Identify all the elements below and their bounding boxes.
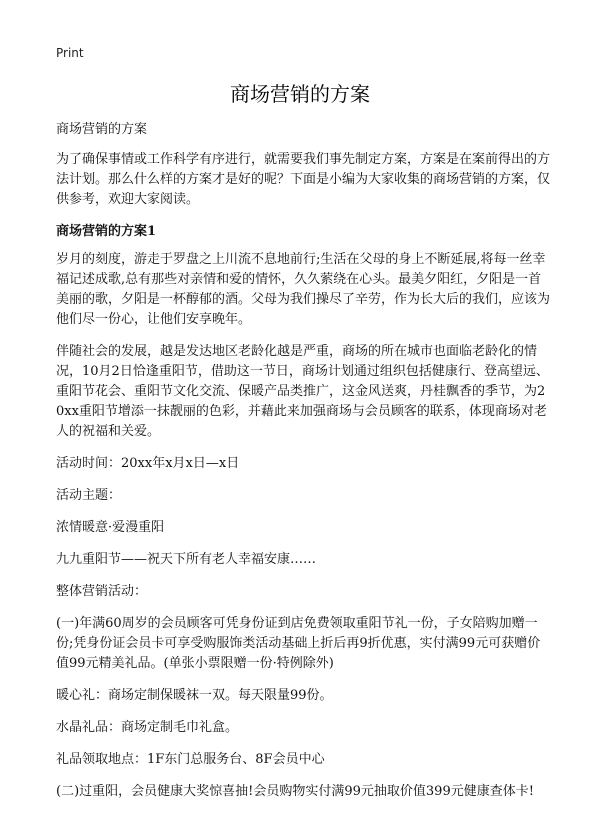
activity-time: 活动时间：20xx年x月x日—x日 xyxy=(56,456,240,471)
theme-line-1: 浓情暖意·爱漫重阳 xyxy=(56,520,165,535)
theme-line-2: 九九重阳节——祝天下所有老人幸福安康…… xyxy=(56,552,317,567)
document-body xyxy=(56,120,552,814)
gift-crystal: 水晶礼品：商场定制毛巾礼盒。 xyxy=(56,720,239,735)
paragraph-1: 岁月的刻度，游走于罗盘之上川流不息地前行;生活在父母的身上不断延展,将每一丝幸福记述成歌,总有那些对亲情和爱的情怀，久久萦绕在心头。最美夕阳红，夕阳是一首美丽的歌，夕阳是一杯醇郁的酒。父母为我们操尽了辛劳，作为长大后的我们，应该为他们尽一份心，让他们安享晚年。 xyxy=(56,252,551,327)
subtitle: 商场营销的方案 xyxy=(56,122,148,137)
activity-item-1: (一)年满60周岁的会员顾客可凭身份证到店免费领取重阳节礼一份，子女陪购加赠一份;凭身份证会员卡可享受购服饰类活动基础上折后再9折优惠，实付满99元可获赠价值99元精美礼品。(单张小票限赠一份·特例除外) xyxy=(56,616,541,671)
paragraph-2: 伴随社会的发展，越是发达地区老龄化越是严重，商场的所在城市也面临老龄化的情况，10月2日恰逢重阳节，借助这一节日，商场计划通过组织包括健康行、登高望远、重阳节花会、重阳节文化交流、保暖产品类推广，这金风送爽，丹桂飘香的季节，为20xx重阳节增添一抹靓丽的色彩，并藉此来加强商场与会员顾客的联系，体现商场对老人的祝福和关爱。 xyxy=(56,344,549,439)
intro-paragraph: 为了确保事情或工作科学有序进行，就需要我们事先制定方案，方案是在案前得出的方法计划。那么什么样的方案才是好的呢？下面是小编为大家收集的商场营销的方案，仅供参考，欢迎大家阅读。 xyxy=(56,152,551,207)
section-heading: 商场营销的方案1 xyxy=(56,224,157,239)
overall-activity-label: 整体营销活动： xyxy=(56,584,148,599)
gift-warm: 暖心礼：商场定制保暖袜一双。每天限量99份。 xyxy=(56,688,333,703)
gift-location: 礼品领取地点：1F东门总服务台、8F会员中心 xyxy=(56,752,325,767)
print-link[interactable]: Print xyxy=(56,46,84,60)
activity-item-2: (二)过重阳，会员健康大奖惊喜抽!会员购物实付满99元抽取价值399元健康查体卡! xyxy=(56,784,534,799)
page-title: 商场营销的方案 xyxy=(230,82,370,106)
activity-theme-label: 活动主题： xyxy=(56,488,122,503)
